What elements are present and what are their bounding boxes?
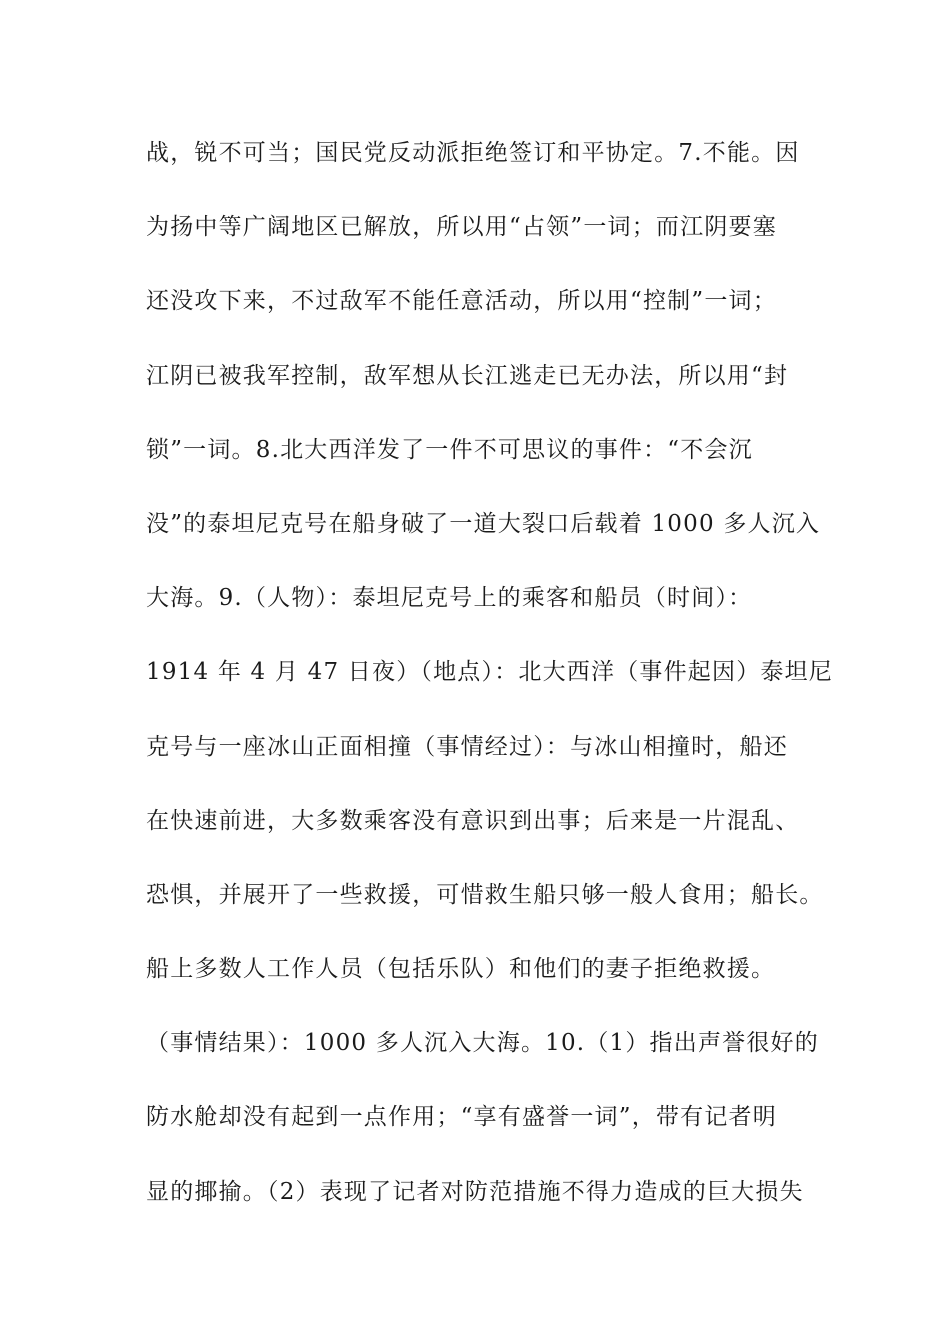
text-line: 1914 年 4 月 47 日夜）（地点）：北大西洋（事件起因）泰坦尼 <box>146 659 833 686</box>
text-line: 为扬中等广阔地区已解放，所以用“占领”一词；而江阴要塞 <box>146 214 777 241</box>
text-line: 江阴已被我军控制，敌军想从长江逃走已无办法，所以用“封 <box>146 362 789 389</box>
text-line: 显的揶揄。（2）表现了记者对防范措施不得力造成的巨大损失 <box>146 1178 804 1205</box>
text-line: 在快速前进，大多数乘客没有意识到出事；后来是一片混乱、 <box>146 807 800 834</box>
text-line: 锁”一词。8.北大西洋发了一件不可思议的事件：“不会沉 <box>146 436 753 463</box>
text-line: 克号与一座冰山正面相撞（事情经过）：与冰山相撞时，船还 <box>146 733 788 760</box>
text-line: 防水舱却没有起到一点作用；“享有盛誉一词”，带有记者明 <box>146 1104 777 1131</box>
text-line: 恐惧，并展开了一些救援，可惜救生船只够一般人食用；船长。 <box>146 881 824 908</box>
text-line: （事情结果）：1000 多人沉入大海。10.（1）指出声誉很好的 <box>146 1030 819 1057</box>
text-line: 没”的泰坦尼克号在船身破了一道大裂口后载着 1000 多人沉入 <box>146 510 821 537</box>
body-text <box>146 131 833 1244</box>
text-line: 还没攻下来，不过敌军不能任意活动，所以用“控制”一词； <box>146 288 777 315</box>
text-line: 战，锐不可当；国民党反动派拒绝签订和平协定。7.不能。因 <box>146 140 800 166</box>
text-line: 船上多数人工作人员（包括乐队）和他们的妻子拒绝救援。 <box>146 956 776 983</box>
text-line: 大海。9.（人物）：泰坦尼克号上的乘客和船员（时间）： <box>146 585 753 612</box>
